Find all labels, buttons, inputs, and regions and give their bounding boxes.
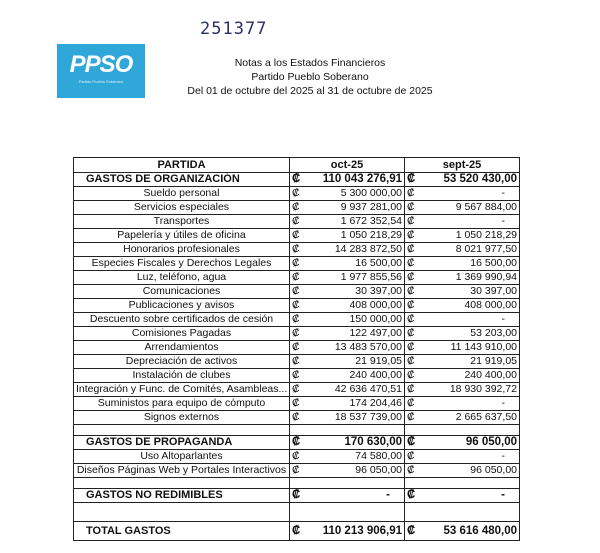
amount-value: 30 397,00: [470, 285, 517, 297]
line-item-label: Instalación de clubes: [74, 369, 290, 383]
line-item-sept: [405, 397, 520, 411]
amount-value: 53 520 430,00: [443, 173, 517, 185]
line-item-sept: [405, 355, 520, 369]
amount-value: 9 567 884,00: [455, 201, 517, 213]
line-item-sept: [405, 383, 520, 397]
currency-symbol: ₡: [407, 201, 415, 213]
line-item-sept: [405, 450, 520, 464]
line-item-sept: [405, 341, 520, 355]
line-item-label: Transportes: [74, 215, 290, 229]
spacer-row: [74, 478, 520, 489]
currency-symbol: ₡: [292, 489, 301, 501]
line-item-label: Papelería y útiles de oficina: [74, 229, 290, 243]
line-item-label: Comisiones Pagadas: [74, 327, 290, 341]
line-item-label: Arrendamientos: [74, 341, 290, 355]
currency-symbol: ₡: [407, 355, 415, 367]
currency-symbol: ₡: [407, 369, 415, 381]
table-row: [74, 313, 520, 327]
table-row: [74, 285, 520, 299]
amount-value: 74 580,00: [355, 450, 402, 462]
line-item-label: Luz, teléfono, agua: [74, 271, 290, 285]
line-item-oct: [290, 383, 405, 397]
currency-symbol: ₡: [292, 299, 300, 311]
table-row: [74, 369, 520, 383]
currency-symbol: ₡: [292, 397, 300, 409]
line-item-label: Descuento sobre certificados de cesión: [74, 313, 290, 327]
amount-value: 96 050,00: [470, 464, 517, 476]
currency-symbol: ₡: [292, 464, 300, 476]
amount-value: -: [501, 450, 505, 462]
currency-symbol: ₡: [407, 215, 415, 227]
line-item-oct: [290, 355, 405, 369]
table-row: [74, 464, 520, 478]
header-oct-25: oct-25: [290, 158, 405, 173]
currency-symbol: ₡: [292, 257, 300, 269]
gastos-no-redimibles-sept: [405, 489, 520, 503]
table-row: [74, 450, 520, 464]
line-item-oct: [290, 411, 405, 425]
currency-symbol: ₡: [407, 187, 415, 199]
table-row: [74, 341, 520, 355]
currency-symbol: ₡: [407, 243, 415, 255]
line-item-oct: [290, 341, 405, 355]
line-item-label: Uso Altoparlantes: [74, 450, 290, 464]
line-item-label: Depreciación de activos: [74, 355, 290, 369]
table-row: [74, 327, 520, 341]
gastos-organizacion-row: [74, 173, 520, 187]
header-title: Notas a los Estados Financieros: [234, 57, 386, 69]
spacer-row: [74, 503, 520, 522]
amount-value: 1 977 855,56: [340, 271, 402, 283]
line-item-label: Sueldo personal: [74, 187, 290, 201]
amount-value: 1 369 990,94: [455, 271, 517, 283]
currency-symbol: ₡: [407, 313, 415, 325]
line-item-oct: [290, 201, 405, 215]
amount-value: 5 300 000,00: [340, 187, 402, 199]
amount-value: 240 400,00: [349, 369, 402, 381]
line-item-sept: [405, 257, 520, 271]
line-item-oct: [290, 464, 405, 478]
logo-subtitle: Partido Pueblo Soberano: [78, 79, 124, 84]
currency-symbol: ₡: [292, 229, 300, 241]
currency-symbol: ₡: [292, 173, 301, 185]
line-item-label: Suministos para equipo de cómputo: [74, 397, 290, 411]
party-logo: [57, 44, 145, 98]
currency-symbol: ₡: [292, 243, 300, 255]
table-row: [74, 215, 520, 229]
line-item-label: Honorarios profesionales: [74, 243, 290, 257]
currency-symbol: ₡: [407, 525, 416, 537]
header-partida: PARTIDA: [74, 158, 290, 173]
currency-symbol: ₡: [292, 411, 300, 423]
line-item-oct: [290, 369, 405, 383]
document-number: 251377: [200, 19, 268, 39]
amount-value: 13 483 570,00: [334, 341, 402, 353]
line-item-oct: [290, 229, 405, 243]
currency-symbol: ₡: [407, 489, 416, 501]
table-row: [74, 271, 520, 285]
gastos-no-redimibles-row: [74, 489, 520, 503]
line-item-sept: [405, 187, 520, 201]
line-item-oct: [290, 327, 405, 341]
line-item-oct: [290, 187, 405, 201]
gastos-organizacion-oct: [290, 173, 405, 187]
amount-value: 110 043 276,91: [322, 173, 402, 185]
line-item-oct: [290, 271, 405, 285]
line-item-label: Integración y Func. de Comités, Asambleas...: [74, 383, 290, 397]
spacer-row: [74, 425, 520, 436]
line-item-label: Publicaciones y avisos: [74, 299, 290, 313]
document-header: [160, 56, 460, 98]
gastos-no-redimibles-label: GASTOS NO REDIMIBLES: [74, 489, 290, 503]
amount-value: 96 050,00: [465, 436, 517, 448]
line-item-oct: [290, 397, 405, 411]
currency-symbol: ₡: [407, 436, 416, 448]
amount-value: 18 930 392,72: [449, 383, 517, 395]
logo-mark: PPSO: [69, 51, 133, 78]
currency-symbol: ₡: [407, 464, 415, 476]
header-sept-25: sept-25: [405, 158, 520, 173]
amount-value: 408 000,00: [464, 299, 517, 311]
amount-value: -: [501, 313, 505, 325]
gastos-propaganda-oct: [290, 436, 405, 450]
currency-symbol: ₡: [407, 397, 415, 409]
currency-symbol: ₡: [407, 257, 415, 269]
currency-symbol: ₡: [292, 327, 300, 339]
amount-value: 8 021 977,50: [455, 243, 517, 255]
header-party: Partido Pueblo Soberano: [251, 71, 369, 83]
currency-symbol: ₡: [292, 369, 300, 381]
total-gastos-label: TOTAL GASTOS: [74, 522, 290, 541]
gastos-propaganda-label: GASTOS DE PROPAGANDA: [74, 436, 290, 450]
amount-value: 170 630,00: [344, 436, 402, 448]
line-item-sept: [405, 464, 520, 478]
line-item-oct: [290, 243, 405, 257]
line-item-label: Servicios especiales: [74, 201, 290, 215]
currency-symbol: ₡: [407, 229, 415, 241]
line-item-sept: [405, 411, 520, 425]
line-item-label: Comunicaciones: [74, 285, 290, 299]
table-row: [74, 411, 520, 425]
currency-symbol: ₡: [292, 525, 301, 537]
line-item-sept: [405, 313, 520, 327]
total-gastos-sept: [405, 522, 520, 541]
line-item-oct: [290, 299, 405, 313]
gastos-propaganda-sept: [405, 436, 520, 450]
line-item-sept: [405, 243, 520, 257]
amount-value: 174 204,46: [349, 397, 402, 409]
amount-value: -: [386, 489, 390, 501]
amount-value: 53 203,00: [470, 327, 517, 339]
currency-symbol: ₡: [407, 173, 416, 185]
table-row: [74, 229, 520, 243]
line-item-sept: [405, 215, 520, 229]
line-item-label: Diseños Páginas Web y Portales Interactivos: [74, 464, 290, 478]
currency-symbol: ₡: [292, 383, 300, 395]
amount-value: 1 672 352,54: [340, 215, 402, 227]
table-row: [74, 355, 520, 369]
line-item-label: Especies Fiscales y Derechos Legales: [74, 257, 290, 271]
amount-value: 240 400,00: [464, 369, 517, 381]
amount-value: 53 616 480,00: [443, 525, 517, 537]
line-item-oct: [290, 313, 405, 327]
amount-value: 408 000,00: [349, 299, 402, 311]
line-item-oct: [290, 257, 405, 271]
currency-symbol: ₡: [292, 341, 300, 353]
gastos-organizacion-sept: [405, 173, 520, 187]
amount-value: -: [501, 215, 505, 227]
line-item-sept: [405, 229, 520, 243]
table-header-row: [74, 158, 520, 173]
table-row: [74, 383, 520, 397]
currency-symbol: ₡: [292, 436, 301, 448]
currency-symbol: ₡: [292, 355, 300, 367]
currency-symbol: ₡: [407, 271, 415, 283]
amount-value: 96 050,00: [355, 464, 402, 476]
amount-value: 122 497,00: [349, 327, 402, 339]
table-row: [74, 299, 520, 313]
currency-symbol: ₡: [292, 187, 300, 199]
table-row: [74, 397, 520, 411]
gastos-organizacion-label: GASTOS DE ORGANIZACIÓN: [74, 173, 290, 187]
line-item-sept: [405, 201, 520, 215]
currency-symbol: ₡: [407, 450, 415, 462]
currency-symbol: ₡: [292, 201, 300, 213]
amount-value: 42 636 470,51: [334, 383, 402, 395]
amount-value: 21 919,05: [470, 355, 517, 367]
currency-symbol: ₡: [407, 383, 415, 395]
amount-value: 18 537 739,00: [334, 411, 402, 423]
currency-symbol: ₡: [407, 411, 415, 423]
line-item-label: Signos externos: [74, 411, 290, 425]
amount-value: 1 050 218,29: [340, 229, 402, 241]
table-row: [74, 187, 520, 201]
currency-symbol: ₡: [292, 450, 300, 462]
amount-value: 30 397,00: [355, 285, 402, 297]
amount-value: 9 937 281,00: [340, 201, 402, 213]
line-item-oct: [290, 215, 405, 229]
amount-value: 21 919,05: [355, 355, 402, 367]
currency-symbol: ₡: [292, 215, 300, 227]
amount-value: 16 500,00: [355, 257, 402, 269]
currency-symbol: ₡: [292, 285, 300, 297]
currency-symbol: ₡: [407, 327, 415, 339]
amount-value: -: [501, 187, 505, 199]
table-row: [74, 201, 520, 215]
currency-symbol: ₡: [407, 341, 415, 353]
line-item-sept: [405, 299, 520, 313]
amount-value: -: [501, 397, 505, 409]
line-item-oct: [290, 285, 405, 299]
line-item-sept: [405, 285, 520, 299]
total-gastos-row: [74, 522, 520, 541]
amount-value: 11 143 910,00: [450, 341, 517, 353]
amount-value: 16 500,00: [470, 257, 517, 269]
line-item-sept: [405, 327, 520, 341]
amount-value: 1 050 218,29: [455, 229, 517, 241]
currency-symbol: ₡: [292, 271, 300, 283]
amount-value: 150 000,00: [349, 313, 402, 325]
line-item-oct: [290, 450, 405, 464]
header-period: Del 01 de octubre del 2025 al 31 de octubre de 2025: [187, 85, 433, 97]
expenses-table: [73, 157, 520, 541]
line-item-sept: [405, 271, 520, 285]
table-row: [74, 243, 520, 257]
line-item-sept: [405, 369, 520, 383]
gastos-no-redimibles-oct: [290, 489, 405, 503]
table-row: [74, 257, 520, 271]
gastos-propaganda-row: [74, 436, 520, 450]
amount-value: 2 665 637,50: [455, 411, 517, 423]
amount-value: 14 283 872,50: [334, 243, 402, 255]
currency-symbol: ₡: [292, 313, 300, 325]
total-gastos-oct: [290, 522, 405, 541]
amount-value: -: [501, 489, 505, 501]
currency-symbol: ₡: [407, 299, 415, 311]
amount-value: 110 213 906,91: [322, 525, 402, 537]
currency-symbol: ₡: [407, 285, 415, 297]
